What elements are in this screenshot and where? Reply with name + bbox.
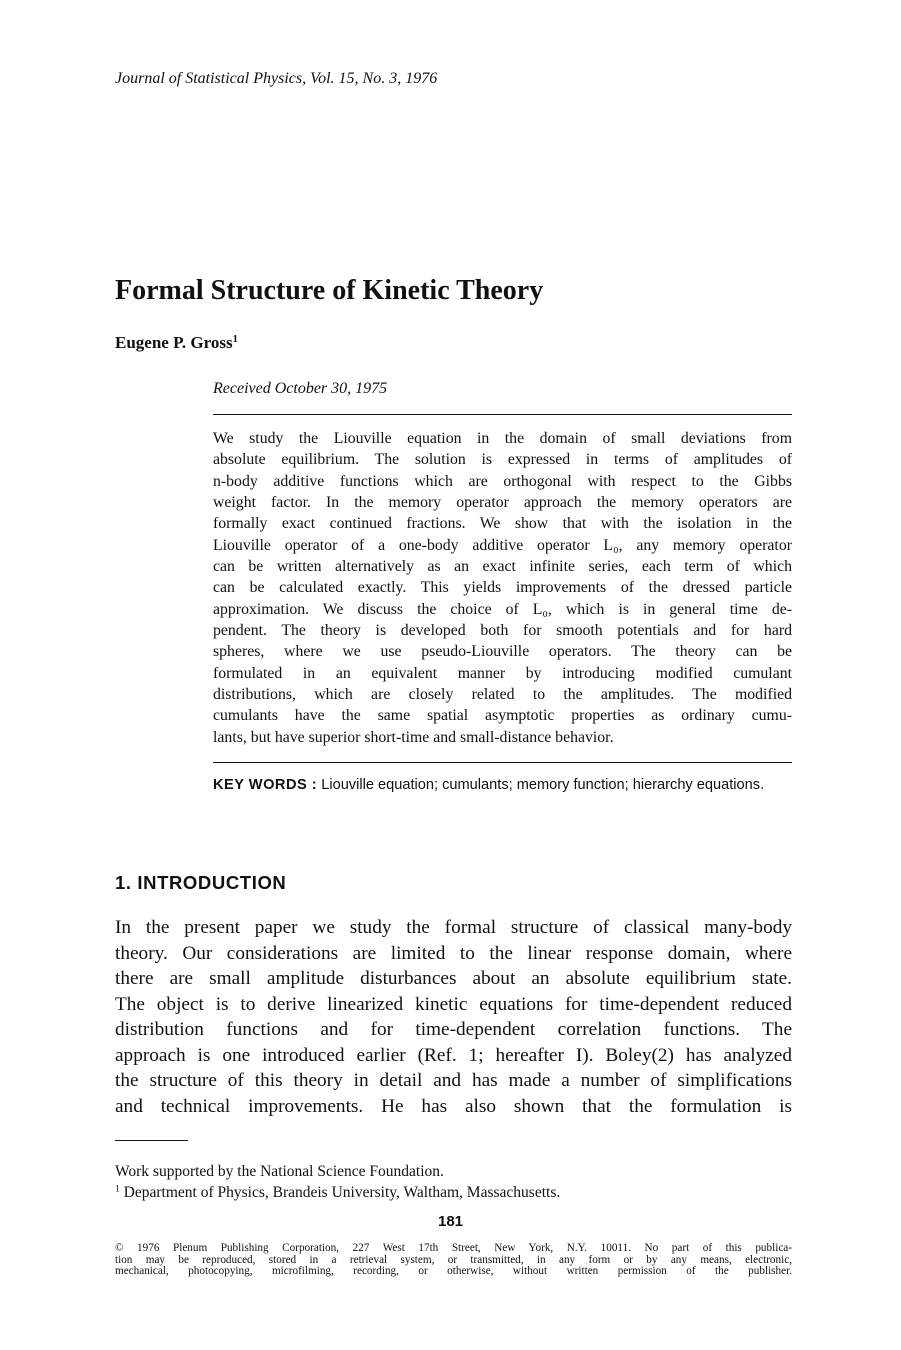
page-number: 181 [437,1213,464,1230]
abstract-line: We study the Liouville equation in the domain of small deviations from [213,430,792,447]
footnote-affiliation-text: Department of Physics, Brandeis University, Waltham, Massachusetts. [123,1184,561,1201]
author-footnote-mark: 1 [232,334,238,346]
received-date: Received October 30, 1975 [213,380,388,397]
paragraph-line: approach is one introduced earlier (Ref. 1; hereafter I). Boley(2) has analyzed [115,1044,792,1066]
journal-citation: Journal of Statistical Physics, Vol. 15, No. 3, 1976 [115,70,438,87]
paragraph-line: the structure of this theory in detail and has made a number of simplifications [115,1070,792,1091]
footnote-affiliation [115,1182,792,1203]
footnotes [115,1161,792,1203]
abstract-bottom-rule [213,762,792,763]
abstract-line: Liouville operator of a one-body additive operator L₀, any memory operator [213,536,792,554]
keywords [213,775,795,796]
keywords-text: Liouville equation; cumulants; memory function; hierarchy equations. [321,777,765,793]
article-title: Formal Structure of Kinetic Theory [115,275,544,306]
abstract-line: lants, but have superior short-time and small-distance behavior. [213,728,614,746]
abstract-line: approximation. We discuss the choice of L₀, which is in general time de- [213,600,792,618]
introduction-paragraph [115,915,792,1119]
copyright-line: mechanical, photocopying, microfilming, recording, or otherwise, without written permission of the publisher. [115,1265,792,1278]
abstract-line: spheres, where we use pseudo-Liouville operators. The theory can be [213,643,792,661]
abstract-line: formally exact continued fractions. We show that with the isolation in the [213,515,792,533]
paragraph-line: In the present paper we study the formal structure of classical many-body [115,917,792,938]
author-line [115,333,238,353]
paragraph-line: distribution functions and for time-dependent correlation functions. The [115,1019,792,1040]
abstract-line: pendent. The theory is developed both for smooth potentials and for hard [213,622,792,640]
author-name: Eugene P. Gross [115,333,233,352]
paragraph-line: theory. Our considerations are limited to the linear response domain, where [115,942,792,964]
paragraph-line: and technical improvements. He has also shown that the formulation is [115,1095,792,1117]
paragraph-line: there are small amplitude disturbances about an absolute equilibrium state. [115,968,792,989]
abstract-line: absolute equilibrium. The solution is expressed in terms of amplitudes of [213,451,792,469]
copyright-notice [115,1243,792,1278]
abstract-line: cumulants have the same spatial asymptotic properties as ordinary cumu- [213,707,792,725]
abstract-line: can be calculated exactly. This yields improvements of the dressed particle [213,579,792,597]
copyright-line: tion may be reproduced, stored in a retrieval system, or transmitted, in any form or by any means, electronic, [115,1253,792,1266]
footnote-support: Work supported by the National Science Foundation. [115,1163,444,1180]
abstract-top-rule [213,414,792,415]
abstract [213,428,792,748]
paragraph-line: The object is to derive linearized kinetic equations for time-dependent reduced [115,993,792,1015]
section-heading: 1. INTRODUCTION [115,872,287,893]
abstract-line: n-body additive functions which are orthogonal with respect to the Gibbs [213,472,792,490]
keywords-label: KEY WORDS : [213,777,318,793]
abstract-line: weight factor. In the memory operator approach the memory operators are [213,494,792,512]
footnote-rule [115,1140,188,1141]
abstract-line: distributions, which are closely related to the amplitudes. The modified [213,686,792,704]
abstract-line: can be written alternatively as an exact infinite series, each term of which [213,558,792,576]
footnote-mark: 1 [115,1183,120,1195]
copyright-line: © 1976 Plenum Publishing Corporation, 227 West 17th Street, New York, N.Y. 10011. No part of this publica- [115,1242,792,1254]
abstract-line: formulated in an equivalent manner by introducing modified cumulant [213,664,792,682]
